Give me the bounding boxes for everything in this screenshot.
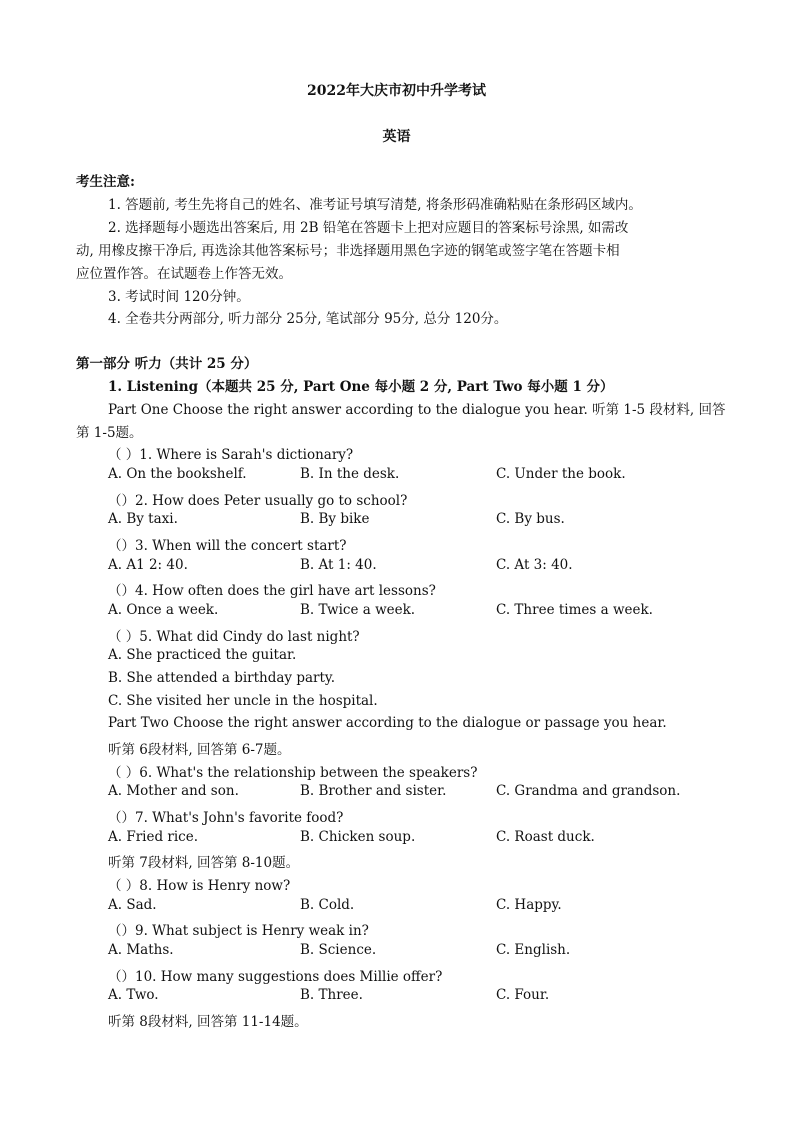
option-a: A. Fried rice. — [108, 829, 199, 845]
material-instruction: 听第 7段材料, 回答第 8-10题。 — [108, 855, 300, 871]
option-b: B. In the desk. — [300, 466, 400, 482]
question: （）3. When will the concert start? — [108, 538, 347, 554]
option-c: C. By bus. — [496, 511, 565, 527]
notice-item: 1. 答题前, 考生先将自己的姓名、准考证号填写清楚, 将条形码准确粘贴在条形码区域内。 — [108, 197, 642, 213]
notice-item: 4. 全卷共分两部分, 听力部分 25分, 笔试部分 95分, 总分 120分。 — [108, 311, 508, 327]
option-c: C. Under the book. — [496, 466, 626, 482]
notice-item: 动, 用橡皮擦干净后, 再选涂其他答案标号；非选择题用黑色字迹的钢笔或签字笔在答题卡相 — [76, 243, 620, 259]
option-b: B. She attended a birthday party. — [108, 670, 336, 686]
question: （ ）8. How is Henry now? — [108, 878, 291, 894]
notice-item: 应位置作答。在试题卷上作答无效。 — [76, 266, 292, 282]
option-c: C. She visited her uncle in the hospital. — [108, 693, 378, 709]
option-c: C. Four. — [496, 987, 550, 1003]
question: （）2. How does Peter usually go to school? — [108, 493, 408, 509]
part-one-instruction: 第 1-5题。 — [76, 425, 143, 441]
option-a: A. Sad. — [108, 897, 157, 913]
option-a: A. She practiced the guitar. — [108, 647, 297, 663]
option-a: A. Once a week. — [108, 602, 219, 618]
option-c: C. At 3: 40. — [496, 557, 573, 573]
question: （）7. What's John's favorite food? — [108, 810, 344, 826]
question: （ ）5. What did Cindy do last night? — [108, 629, 360, 645]
part-heading: 第一部分 听力（共计 25 分） — [76, 356, 258, 372]
option-b: B. Science. — [300, 942, 377, 958]
section-heading: 1. Listening（本题共 25 分, Part One 每小题 2 分, Part Two 每小题 1 分） — [108, 379, 614, 395]
option-b: B. At 1: 40. — [300, 557, 377, 573]
option-b: B. By bike — [300, 511, 370, 527]
option-a: A. Mother and son. — [108, 783, 239, 799]
question: （ ）1. Where is Sarah's dictionary? — [108, 447, 354, 463]
question: （ ）6. What's the relationship between the speakers? — [108, 765, 478, 781]
option-a: A. By taxi. — [108, 511, 178, 527]
part-two-instruction: Part Two Choose the right answer according to the dialogue or passage you hear. — [108, 715, 667, 731]
option-c: C. English. — [496, 942, 571, 958]
exam-title: 2022年大庆市初中升学考试 — [307, 83, 486, 99]
option-a: A. On the bookshelf. — [108, 466, 247, 482]
option-b: B. Chicken soup. — [300, 829, 416, 845]
question: （）4. How often does the girl have art lessons? — [108, 583, 436, 599]
option-c: C. Roast duck. — [496, 829, 595, 845]
notice-item: 3. 考试时间 120分钟。 — [108, 289, 250, 305]
question: （）10. How many suggestions does Millie offer? — [108, 969, 443, 985]
option-c: C. Three times a week. — [496, 602, 653, 618]
option-b: B. Cold. — [300, 897, 355, 913]
part-one-instruction: Part One Choose the right answer according to the dialogue you hear. 听第 1-5 段材料, 回答 — [108, 402, 726, 418]
material-instruction: 听第 6段材料, 回答第 6-7题。 — [108, 742, 291, 758]
option-a: A. A1 2: 40. — [108, 557, 188, 573]
option-b: B. Brother and sister. — [300, 783, 447, 799]
material-instruction: 听第 8段材料, 回答第 11-14题。 — [108, 1014, 308, 1030]
notice-item: 2. 选择题每小题选出答案后, 用 2B 铅笔在答题卡上把对应题目的答案标号涂黑, 如需改 — [108, 220, 629, 236]
option-c: C. Grandma and grandson. — [496, 783, 681, 799]
option-a: A. Maths. — [108, 942, 174, 958]
option-b: B. Three. — [300, 987, 363, 1003]
option-b: B. Twice a week. — [300, 602, 416, 618]
notice-heading: 考生注意: — [76, 174, 135, 190]
question: （）9. What subject is Henry weak in? — [108, 923, 369, 939]
option-c: C. Happy. — [496, 897, 562, 913]
exam-subject: 英语 — [382, 129, 411, 145]
option-a: A. Two. — [108, 987, 159, 1003]
